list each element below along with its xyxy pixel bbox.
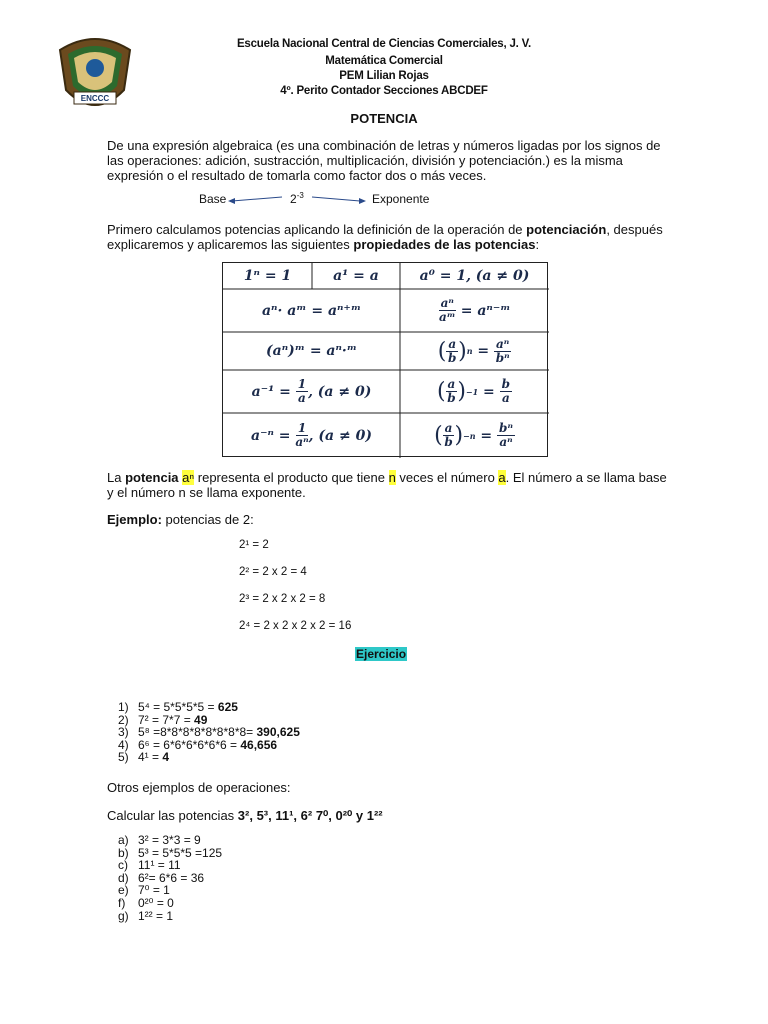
list-item: b) 5³ = 5*5*5 =125 — [118, 845, 223, 860]
property-exponent-zero: a⁰ = 1, (a ≠ 0) — [419, 268, 530, 284]
property-exponent-one: a¹ = a — [333, 268, 379, 284]
definition-paragraph: La potencia aⁿ representa el producto que tiene n veces el número a. El número a se llama base y el número n se llama exponente. — [107, 470, 667, 500]
example-line: 2² = 2 x 2 = 4 — [239, 566, 307, 578]
example-line: 2¹ = 2 — [239, 539, 269, 551]
calc-list — [118, 834, 222, 922]
list-item: f) 0²⁰ = 0 — [118, 895, 174, 910]
list-item: g) 1²² = 1 — [118, 908, 174, 923]
other-examples-heading: Otros ejemplos de operaciones: — [107, 780, 291, 795]
properties-table — [222, 262, 548, 457]
exercise-list — [118, 701, 300, 764]
example-heading: Ejemplo: potencias de 2: — [107, 512, 254, 527]
intro-paragraph: De una expresión algebraica (es una combinación de letras y números ligadas por los signos de las operaciones: adición, sustracción, multiplicación, división y potenciación.) es la misma expresión o el resultado de tomarla como factor dos o más veces. — [107, 138, 661, 183]
property-quotient: $\frac{\text{aⁿ}}{\text{aᵐ}}$ = aⁿ⁻ᵐ — [438, 296, 511, 324]
power-expression: $2^{-3}$ — [290, 191, 304, 206]
logo-text: ENCCC — [80, 94, 110, 103]
list-item: e) 7⁰ = 1 — [118, 883, 170, 898]
base-label: Base — [199, 192, 227, 206]
exponent-label: Exponente — [372, 192, 430, 206]
example-line: 2⁴ = 2 x 2 x 2 x 2 = 16 — [239, 620, 352, 632]
list-item: d) 6²= 6*6 = 36 — [118, 870, 205, 885]
exercise-title: Ejercicio — [356, 647, 407, 661]
properties-intro: Primero calculamos potencias aplicando la definición de la operación de potenciación, después explicaremos y aplicaremos las siguientes propiedades de las potencias: — [107, 222, 663, 252]
list-item: 2) 7² = 7*7 = 49 — [118, 712, 208, 727]
list-item: c) 11¹ = 11 — [118, 858, 181, 873]
property-product: aⁿ· aᵐ = aⁿ⁺ᵐ — [261, 302, 362, 319]
teacher: PEM Lilian Rojas — [339, 70, 429, 82]
school-name: Escuela Nacional Central de Ciencias Comerciales, J. V. — [236, 38, 532, 50]
arrow-left-icon — [228, 194, 284, 208]
property-fraction-inverse: ( $\frac{a}{b}$ ) −1 = $\frac{b}{a}$ — [436, 377, 511, 405]
list-item: 3) 5⁸ =8*8*8*8*8*8*8*8= 390,625 — [118, 725, 300, 740]
page-title: POTENCIA — [350, 111, 418, 126]
list-item: 1) 5⁴ = 5*5*5*5 = 625 — [118, 700, 238, 714]
example-line: 2³ = 2 x 2 x 2 = 8 — [239, 593, 326, 605]
property-power-of-power: (aⁿ)ᵐ = aⁿ·ᵐ — [266, 343, 357, 359]
calc-heading: Calcular las potencias 3², 5³, 11¹, 6² 7⁰, 0²⁰ y 1²² — [107, 808, 383, 823]
property-power-of-one: 1ⁿ = 1 — [243, 268, 292, 284]
property-inverse: a⁻¹ = $\frac{1}{a}$ , (a ≠ 0) — [251, 377, 372, 405]
list-item: a) 3² = 3*3 = 9 — [118, 833, 201, 847]
list-item: 4) 6⁶ = 6*6*6*6*6*6 = 46,656 — [118, 737, 278, 752]
grade: 4º. Perito Contador Secciones ABCDEF — [280, 85, 488, 97]
property-fraction-negative: ( $\frac{a}{b}$ ) −n = $\frac{\text{bⁿ}}{\text{aⁿ}}$ — [434, 421, 513, 449]
list-item: 5) 4¹ = 4 — [118, 750, 170, 765]
property-negative-exponent: a⁻ⁿ = $\frac{1}{\text{aⁿ}}$ , (a ≠ 0) — [251, 421, 372, 449]
subject: Matemática Comercial — [325, 55, 443, 67]
arrow-right-icon — [310, 194, 366, 208]
property-fraction-power: ( $\frac{a}{b}$ ) n = $\frac{\text{aⁿ}}{\text{bⁿ}}$ — [437, 336, 510, 365]
